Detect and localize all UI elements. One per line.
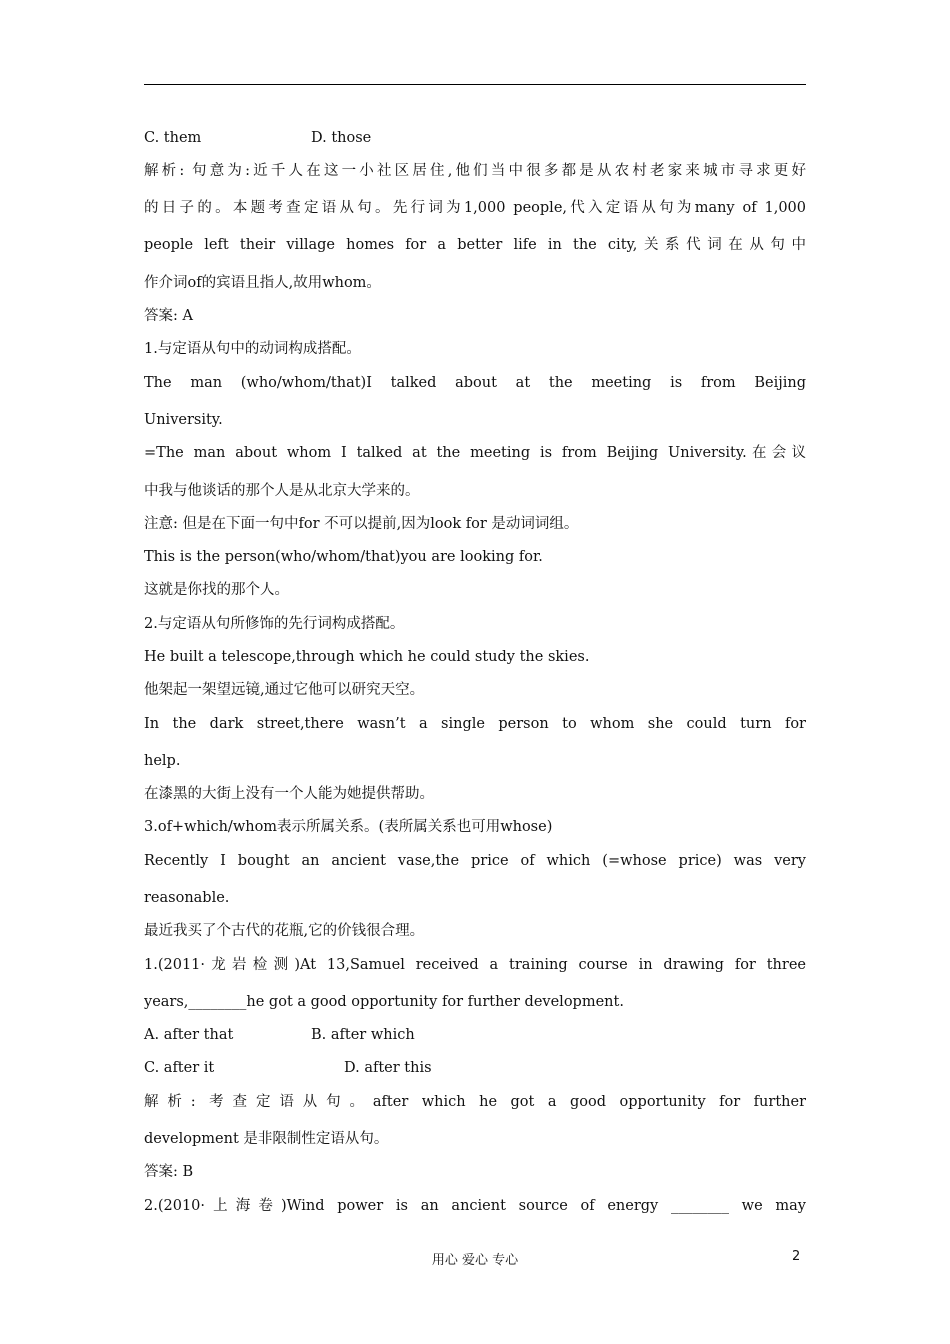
analysis-line: people left their village homes for a better life in the city,关系代词在从句中 bbox=[144, 237, 806, 253]
example-translation: 最近我买了个古代的花瓶,它的价钱很合理。 bbox=[144, 923, 425, 939]
question-line: 2.(2010·上海卷)Wind power is an ancient source of energy ________ we may bbox=[144, 1198, 806, 1214]
example-sentence: This is the person(who/whom/that)you are looking for. bbox=[144, 549, 543, 565]
header-rule bbox=[144, 84, 806, 85]
example-translation: 他架起一架望远镜,通过它他可以研究天空。 bbox=[144, 682, 425, 698]
page-number: 2 bbox=[792, 1249, 801, 1264]
example-translation: 在漆黑的大街上没有一个人能为她提供帮助。 bbox=[144, 786, 434, 802]
option-c: C. them bbox=[144, 130, 202, 146]
point-heading: 3.of+which/whom表示所属关系。(表所属关系也可用whose) bbox=[144, 819, 553, 835]
point-heading: 1.与定语从句中的动词构成搭配。 bbox=[144, 341, 361, 357]
analysis-line: 解析: 句意为:近千人在这一小社区居住,他们当中很多都是从农村老家来城市寻求更好 bbox=[144, 163, 806, 179]
note-line: 注意: 但是在下面一句中for 不可以提前,因为look for 是动词词组。 bbox=[144, 516, 579, 532]
example-sentence: The man (who/whom/that)I talked about at the meeting is from Beijing bbox=[144, 375, 806, 391]
option-c: C. after it bbox=[144, 1060, 215, 1076]
example-sentence: University. bbox=[144, 412, 223, 428]
example-sentence: =The man about whom I talked at the meeting is from Beijing University.在会议 bbox=[144, 445, 806, 461]
option-d: D. those bbox=[311, 130, 372, 146]
analysis-line: 的日子的。本题考查定语从句。先行词为1,000 people,代入定语从句为many of 1,000 bbox=[144, 200, 806, 216]
example-translation: 中我与他谈话的那个人是从北京大学来的。 bbox=[144, 483, 420, 499]
example-sentence: Recently I bought an ancient vase,the price of which (=whose price) was very bbox=[144, 853, 806, 869]
option-d: D. after this bbox=[344, 1060, 432, 1076]
point-heading: 2.与定语从句所修饰的先行词构成搭配。 bbox=[144, 616, 405, 632]
analysis-line: 解析: 考查定语从句。after which he got a good opportunity for further bbox=[144, 1094, 806, 1110]
question-line: years,________he got a good opportunity for further development. bbox=[144, 994, 624, 1010]
option-a: A. after that bbox=[144, 1027, 234, 1043]
example-sentence: In the dark street,there wasn’t a single person to whom she could turn for bbox=[144, 716, 806, 732]
question-line: 1.(2011·龙岩检测)At 13,Samuel received a training course in drawing for three bbox=[144, 957, 806, 973]
answer-line: 答案: B bbox=[144, 1164, 194, 1180]
option-b: B. after which bbox=[311, 1027, 415, 1043]
analysis-line: development 是非限制性定语从句。 bbox=[144, 1131, 389, 1147]
example-sentence: He built a telescope,through which he could study the skies. bbox=[144, 649, 590, 665]
page-footer: 用心 爱心 专心 bbox=[431, 1253, 519, 1268]
example-sentence: help. bbox=[144, 753, 181, 769]
example-sentence: reasonable. bbox=[144, 890, 230, 906]
analysis-line: 作介词of的宾语且指人,故用whom。 bbox=[144, 275, 381, 291]
answer-line: 答案: A bbox=[144, 308, 193, 324]
example-translation: 这就是你找的那个人。 bbox=[144, 582, 289, 598]
